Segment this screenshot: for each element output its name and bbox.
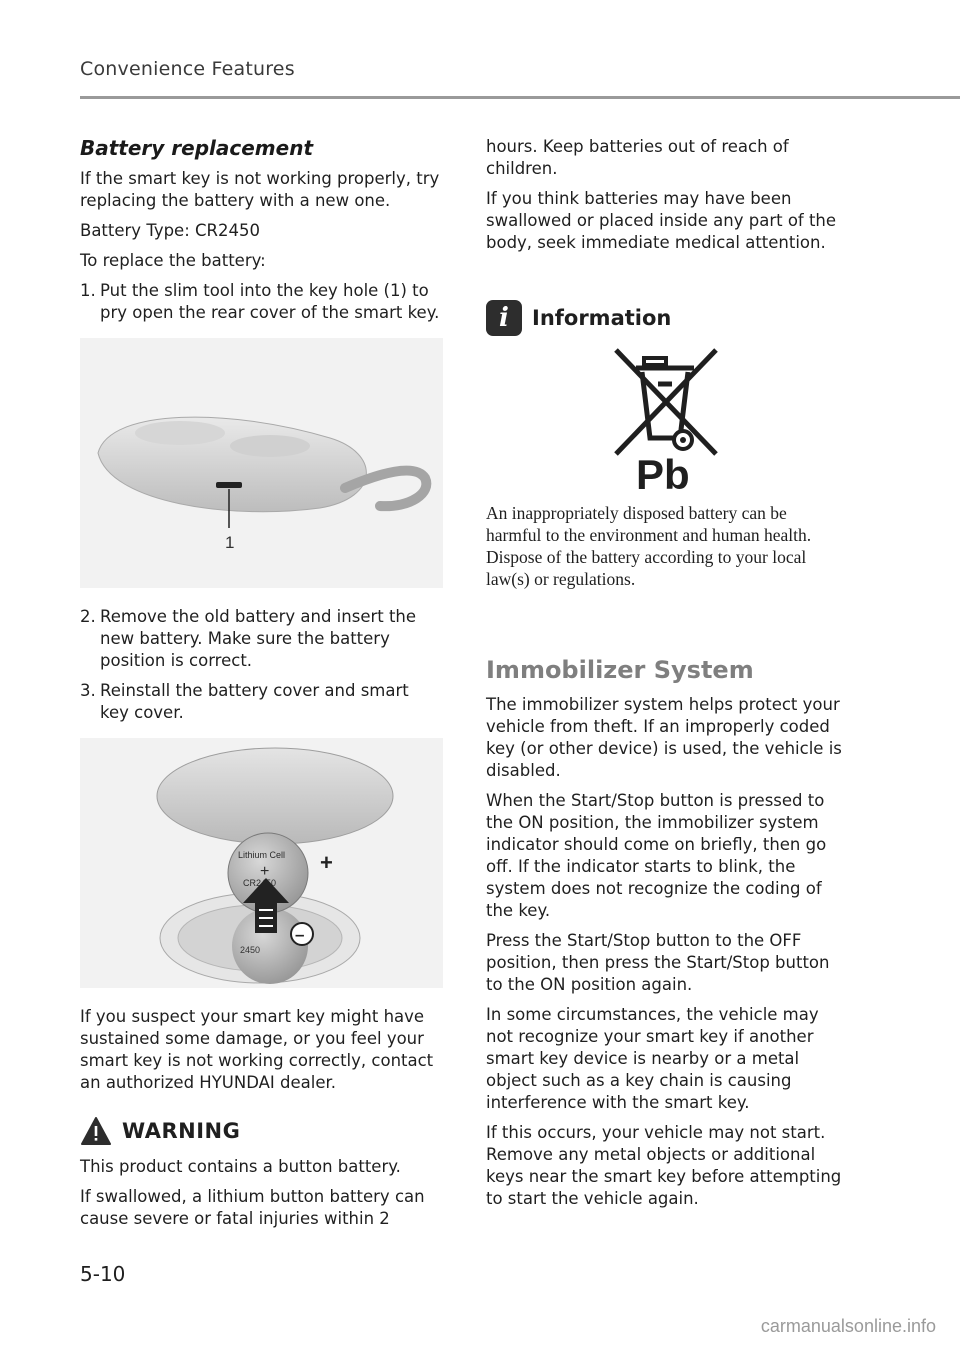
left-column <box>80 136 440 1238</box>
page-number: 5-10 <box>80 1262 126 1286</box>
cell-plus: + <box>260 863 270 880</box>
warning-paragraph: If you think batteries may have been swallowed or placed inside any part of the body, seek immediate medical attention. <box>486 189 837 252</box>
warning-paragraph: This product contains a button battery. <box>80 1157 401 1176</box>
step-text: Reinstall the battery cover and smart key cover. <box>100 681 409 722</box>
step-number: 2. <box>80 607 96 626</box>
paragraph: If you suspect your smart key might have sustained some damage, or you feel your smart key is not working correctly, contact an authorized HYUNDAI dealer. <box>80 1007 434 1092</box>
battery-type-text: Battery Type: CR2450 <box>80 221 260 240</box>
paragraph: If the smart key is not working properly, try replacing the battery with a new one. <box>80 169 440 210</box>
page-header-title: Convenience Features <box>80 58 295 80</box>
old-cell-label: 2450 <box>240 945 261 955</box>
information-text: An inappropriately disposed battery can be harmful to the environment and human health. Dispose of the battery according to your local law(s) or regulations. <box>486 503 812 589</box>
immobilizer-heading: Immobilizer System <box>486 656 754 684</box>
step-item <box>80 680 440 724</box>
smart-key-illustration <box>80 338 443 588</box>
step-item <box>80 280 440 324</box>
smart-key-figure <box>80 338 443 588</box>
cell-model: CR2450 <box>243 878 277 888</box>
battery-insert-figure <box>80 738 443 988</box>
information-header <box>486 300 846 336</box>
paragraph: When the Start/Stop button is pressed to the ON position, the immobilizer system indicator should come on briefly, then go off. If the indicator starts to blink, the system does not recognize the coding of the key. <box>486 791 827 920</box>
step-text: Put the slim tool into the key hole (1) to pry open the rear cover of the smart key. <box>100 281 440 322</box>
information-title: Information <box>532 306 672 330</box>
cell-label: Lithium Cell <box>238 850 286 860</box>
warning-paragraph: If swallowed, a lithium button battery can cause severe or fatal injuries within 2 <box>80 1187 425 1228</box>
crossed-bin-icon <box>606 346 726 496</box>
paragraph: Press the Start/Stop button to the OFF position, then press the Start/Stop button to the ON position again. <box>486 931 830 994</box>
plus-sign: + <box>320 850 333 875</box>
minus-sign: – <box>295 925 305 944</box>
paragraph: To replace the battery: <box>80 251 266 270</box>
recycle-bin-symbol <box>606 346 726 496</box>
step-number: 3. <box>80 681 96 700</box>
step-text: Remove the old battery and insert the new battery. Make sure the battery position is correct. <box>100 607 417 670</box>
warning-header <box>80 1116 440 1146</box>
warning-paragraph: hours. Keep batteries out of reach of children. <box>486 137 789 178</box>
warning-title: WARNING <box>122 1119 241 1143</box>
warning-triangle-icon <box>80 1116 112 1146</box>
figure-callout-1: 1 <box>225 533 235 552</box>
battery-replacement-heading: Battery replacement <box>80 136 314 160</box>
step-number: 1. <box>80 281 96 300</box>
battery-illustration <box>80 738 443 988</box>
info-icon: i <box>486 300 522 336</box>
paragraph: In some circumstances, the vehicle may not recognize your smart key if another smart key device is nearby or a metal object such as a key chain is causing interference with the smart key. <box>486 1005 819 1112</box>
pb-label: Pb <box>636 451 690 496</box>
watermark-text: carmanualsonline.info <box>760 1316 936 1336</box>
paragraph: The immobilizer system helps protect your vehicle from theft. If an improperly coded key (or other device) is used, the vehicle is disabled. <box>486 695 842 780</box>
step-item <box>80 606 440 672</box>
paragraph: If this occurs, your vehicle may not start. Remove any metal objects or additional keys near the smart key before attempting to start the vehicle again. <box>486 1123 842 1208</box>
header-divider <box>80 96 960 99</box>
right-column <box>486 136 846 1218</box>
